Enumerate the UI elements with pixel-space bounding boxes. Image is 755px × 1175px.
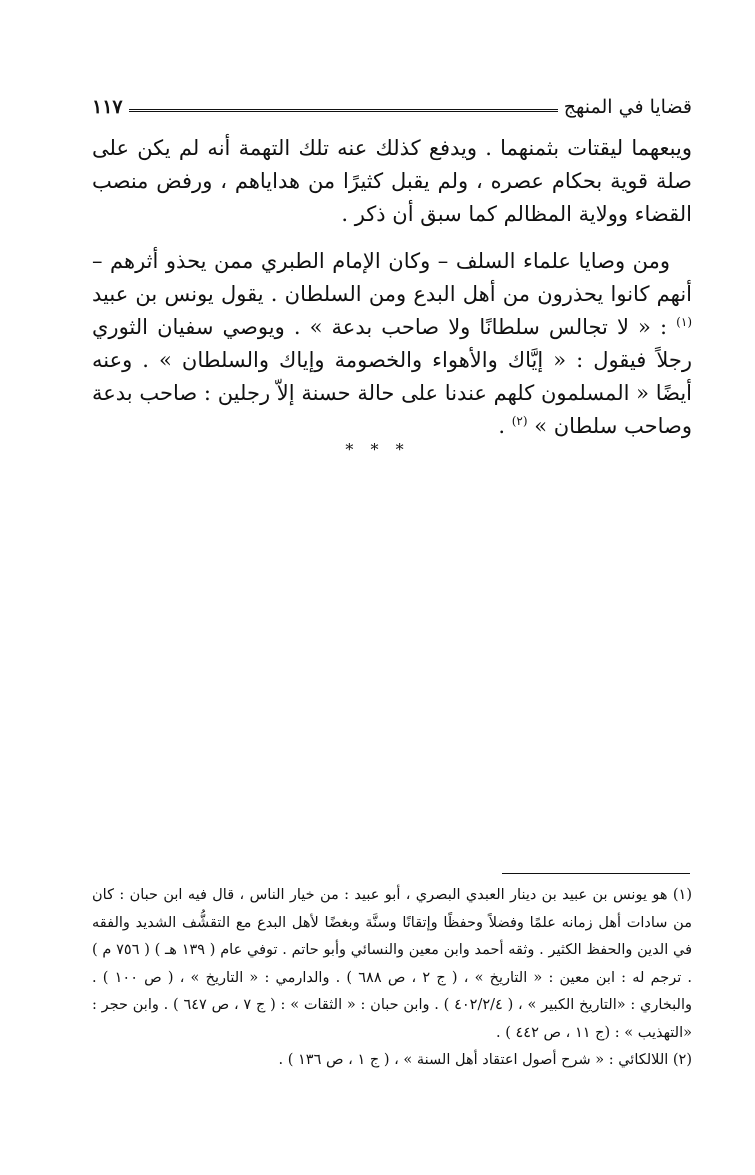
section-separator: * * * xyxy=(345,440,410,459)
paragraph-2-part-a: ومن وصايا علماء السلف – وكان الإمام الطبري ممن يحذو أثرهم – أنهم كانوا يحذرون من أهل البدع ومن السلطان . يقول يونس بن عبيد xyxy=(92,249,692,306)
paragraph-2 xyxy=(92,245,692,443)
running-header-title: قضايا في المنهج xyxy=(563,96,692,118)
footnote-2: (٢) اللالكائي : « شرح أصول اعتقاد أهل السنة » ، ( ج ١ ، ص ١٣٦ ) . xyxy=(278,1052,692,1068)
paragraph-2-part-c: . xyxy=(498,414,506,438)
footnotes xyxy=(92,882,692,1075)
paragraph-1: ويبعهما ليقتات بثمنهما . ويدفع كذلك عنه تلك التهمة أنه لم يكن على صلة قوية بحكام عصره ، ولم يقبل كثيرًا من هداياهم ، ورفض منصب القضاء وولاية المظالم كما سبق أن ذكر . xyxy=(92,136,692,226)
paragraph-2-part-b: : « لا تجالس سلطانًا ولا صاحب بدعة » . ويوصي سفيان الثوري رجلاً فيقول : « إيَّاك والأهواء والخصومة وإياك والسلطان » . وعنه أيضًا « المسلمون كلهم عندنا على حالة حسنة إلاّ رجلين : صاحب بدعة وصاحب سلطان » xyxy=(92,315,692,438)
header-rule xyxy=(129,109,558,112)
footnote-ref-1: (١) xyxy=(676,315,692,329)
page-number: ١١٧ xyxy=(92,96,123,118)
main-text xyxy=(92,132,692,443)
footnote-rule xyxy=(502,873,690,874)
running-header xyxy=(92,88,692,118)
footnote-1: (١) هو يونس بن عبيد بن دينار العبدي البصري ، أبو عبيد : من خيار الناس ، قال فيه ابن حبان : كان من سادات أهل زمانه علمًا وفضلاً وحفظًا وإتقانًا وسنَّة وبغضًا لأهل البدع مع التقشُّف الشديد والفقه في الدين والحفظ الكثير . وثقه أحمد وابن معين والنسائي وأبو حاتم . توفي عام ( ١٣٩ هـ ) ( ٧٥٦ م ) . ترجم له : ابن معين : « التاريخ » ، ( ج ٢ ، ص ٦٨٨ ) . والدارمي : « التاريخ » ، ( ص ١٠٠ ) . والبخاري : «التاريخ الكبير » ، ( ٤٠٢/٢/٤ ) . وابن حبان : « الثقات » : ( ج ٧ ، ص ٦٤٧ ) . وابن حجر : «التهذيب » : (ج ١١ ، ص ٤٤٢ ) . xyxy=(92,887,693,1041)
footnote-ref-2: (٢) xyxy=(511,414,528,428)
